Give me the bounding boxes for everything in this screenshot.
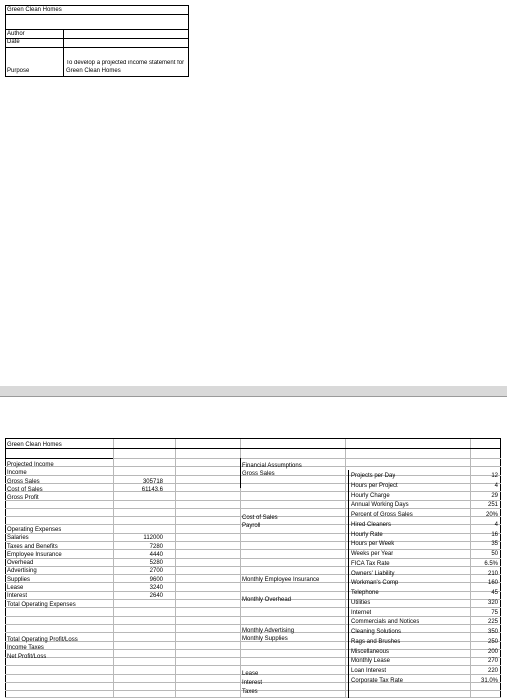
gridline	[5, 665, 501, 666]
gridline	[5, 508, 501, 509]
gridline	[5, 483, 501, 484]
parameter-label: Hourly Charge	[351, 493, 390, 499]
row-value: 2640	[149, 593, 163, 599]
parameter-value: 350	[487, 629, 498, 635]
parameter-value: 50	[491, 551, 498, 557]
row-label: Cost of Sales	[7, 486, 43, 493]
gridline	[5, 657, 501, 658]
row-label: Total Operating Expenses	[7, 602, 76, 608]
gridline	[5, 458, 113, 459]
row-label: Supplies	[7, 577, 31, 583]
parameter-value: 29	[491, 493, 498, 499]
monthly-advertising-label: Monthly Advertising	[242, 628, 295, 634]
parameter-label: Hourly Rate	[351, 532, 383, 538]
monthly-employee-insurance-label: Monthly Employee Insurance	[242, 577, 320, 583]
parameter-label: Internet	[351, 610, 372, 616]
parameter-label: Workman's Comp	[351, 580, 399, 586]
parameter-value: 45	[491, 590, 498, 596]
parameter-value: 4	[494, 483, 498, 489]
parameter-label: Miscellaneous	[351, 649, 390, 655]
gridline	[5, 533, 501, 534]
parameter-label: Commercials and Notices	[351, 619, 420, 625]
page-break	[0, 386, 507, 396]
parameter-value: 200	[487, 649, 498, 655]
taxes-label: Taxes	[242, 689, 258, 695]
parameter-value: 160	[487, 580, 498, 586]
sheet-title: Green Clean Homes	[7, 442, 62, 448]
parameter-label: Cleaning Solutions	[351, 629, 402, 635]
gross-sales-label: Gross Sales	[242, 471, 275, 477]
purpose-text: To develop a projected income statement for Green Clean Homes	[66, 60, 185, 74]
border	[5, 38, 189, 39]
row-label: Taxes and Benefits	[7, 544, 58, 550]
parameter-label: Annual Working Days	[351, 502, 409, 508]
parameter-value: 16	[491, 532, 498, 538]
date-label: Date	[7, 39, 20, 45]
gridline	[500, 438, 501, 698]
parameter-label: Utilities	[351, 600, 371, 606]
border	[5, 14, 189, 15]
row-label: Lease	[7, 585, 24, 591]
gridline	[240, 458, 241, 488]
gridline	[5, 438, 6, 698]
purpose-label: Purpose	[7, 68, 30, 74]
parameter-label: Rags and Brushes	[351, 639, 401, 645]
border	[5, 29, 189, 30]
row-value: 7280	[149, 544, 163, 550]
border	[5, 76, 189, 77]
payroll-label: Payroll	[242, 523, 261, 529]
gridline	[5, 616, 501, 617]
gridline	[345, 438, 346, 698]
gridline	[5, 448, 501, 449]
parameter-label: Owners' Liability	[351, 571, 395, 577]
gridline	[5, 500, 501, 501]
parameter-value: 270	[487, 658, 498, 664]
cost-of-sales-label: Cost of Sales	[242, 515, 278, 521]
parameter-value: 31.0%	[480, 678, 498, 684]
gridline	[5, 558, 501, 559]
row-label: Income Taxes	[7, 645, 44, 651]
parameter-value: 320	[487, 600, 498, 606]
row-value: 4440	[149, 552, 163, 558]
page-break-edge	[0, 396, 507, 397]
row-label: Employee Insurance	[7, 552, 62, 558]
row-label: Operating Expenses	[7, 527, 62, 533]
parameter-label: Weeks per Year	[351, 551, 394, 557]
parameter-label: Projects per Day	[351, 473, 396, 479]
gridline	[5, 549, 501, 550]
row-value: 9600	[149, 577, 163, 583]
sheet-title: Green Clean Homes	[7, 7, 62, 13]
gridline	[5, 697, 501, 698]
row-label: Total Operating Profit/Loss	[7, 637, 78, 643]
row-value: 112000	[143, 535, 163, 541]
border	[188, 5, 189, 77]
border	[5, 5, 6, 77]
parameter-value: 251	[487, 502, 498, 508]
row-value: 305718	[142, 478, 163, 485]
row-value: 61143.6	[141, 486, 163, 493]
monthly-overhead-label: Monthly Overhead	[242, 597, 292, 603]
parameter-label: Hired Cleaners	[351, 522, 392, 528]
row-value: 3240	[149, 585, 163, 591]
gridline	[5, 541, 501, 542]
parameter-value: 250	[487, 639, 498, 645]
parameter-label: Telephone	[351, 590, 379, 596]
gridline	[175, 438, 176, 698]
border	[5, 47, 189, 48]
parameter-value: 35	[491, 541, 498, 547]
row-label: Income	[7, 470, 27, 477]
row-label: Gross Profit	[7, 495, 39, 502]
parameter-label: Hours per Project	[351, 483, 398, 489]
row-label: Net Profit/Loss	[7, 654, 47, 660]
gridline	[5, 574, 501, 575]
row-label: Interest	[7, 593, 28, 599]
interest-label: Interest	[242, 680, 263, 686]
parameter-value: 6.5%	[484, 561, 498, 567]
parameter-value: 75	[491, 610, 498, 616]
parameter-value: 225	[487, 619, 498, 625]
parameter-label: Percent of Gross Sales	[351, 512, 413, 518]
parameter-label: FICA Tax Rate	[351, 561, 390, 567]
lease-label: Lease	[242, 671, 259, 677]
parameter-value: 4	[494, 522, 498, 528]
border	[63, 29, 64, 77]
monthly-supplies-label: Monthly Supplies	[242, 636, 288, 642]
parameter-value: 12	[491, 473, 498, 479]
gridline	[5, 491, 501, 492]
parameter-value: 20%	[485, 512, 498, 518]
row-value: 2700	[149, 568, 163, 574]
parameter-value: 210	[487, 571, 498, 577]
row-label: Gross Sales	[7, 478, 40, 485]
gridline	[5, 624, 501, 625]
gridline	[5, 566, 501, 567]
parameter-value: 220	[487, 668, 498, 674]
row-label: Advertising	[7, 568, 37, 574]
row-value: 5280	[149, 560, 163, 566]
gridline	[5, 591, 501, 592]
parameter-label: Monthly Lease	[351, 658, 391, 664]
row-label: Projected Income	[7, 462, 54, 468]
financial-assumptions-label: Financial Assumptions	[242, 463, 302, 469]
parameter-label: Hours per Week	[351, 541, 395, 547]
author-label: Author	[7, 31, 25, 37]
gridline	[5, 607, 501, 608]
gridline	[5, 438, 501, 439]
gridline	[5, 649, 501, 650]
parameter-label: Corporate Tax Rate	[351, 678, 403, 684]
row-label: Salaries	[7, 535, 29, 541]
gridline	[348, 470, 349, 698]
parameter-label: Loan Interest	[351, 668, 387, 674]
row-label: Overhead	[7, 560, 34, 566]
